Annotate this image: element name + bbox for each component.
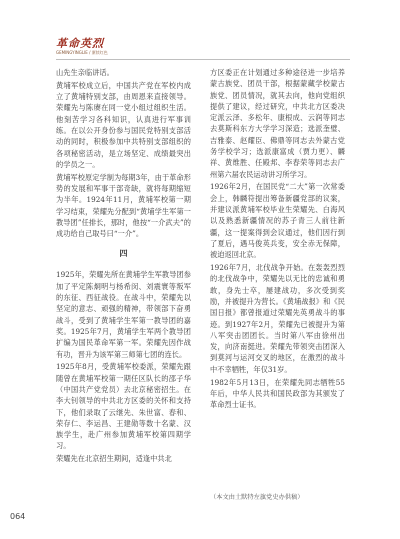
- paragraph: 荣耀先在北京招生期间，适逢中共北: [56, 454, 172, 464]
- paragraph: 1925年，荣耀先所在黄埔学生军教导团参加了平定陈炯明与杨希闵、刘震寰等叛军的东征、西征战役。在战斗中，荣耀先以坚定的意志、顽强的精神，带领部下奋勇战斗，受到了黄埔学生军第一教导团的嘉奖。1925年7月，黄埔学生军两个教导团扩编为国民革命军第一军。荣耀先因作战有功，晋升为该军第三师第七团的连长。: [56, 270, 191, 359]
- page-header: [56, 38, 108, 55]
- paragraph: 方区委正在计划通过多种途径进一步培养蒙古族党、团员干部，根据蒙藏学校蒙古族党、团员情况，就其去向，他向党组织提供了建议，经过研究，中共北方区委决定派云泽、多松年、康根成、云润等同志去莫斯科东方大学学习深造；选派奎璧、吉雅泰、赵耀臣、佛鼎等同志去外蒙古党务学校学习；选派康富成（贾力更）、麟祥、黄维胜、任殿邦、李春荣等同志去广州第六届农民运动讲习所学习。: [210, 68, 345, 179]
- page-number: 064: [10, 512, 26, 521]
- paragraph: 黄埔军校原定学制为每期3年，由于革命形势的发展和军事干部奇缺，就将每期缩短为半年。1924年11月，黄埔军校第一期学习结束，荣耀先分配到“黄埔学生军第一教导团”任排长，那时，他按“一介武夫”的成功给自己取号曰“一介”。: [56, 172, 191, 239]
- right-column: [210, 67, 345, 505]
- left-column: [56, 67, 191, 466]
- section-subtitle: GEMINGYINGLIE / 赓续红色: [56, 50, 108, 55]
- paragraph: 1925年8月，受黄埔军校委派，荣耀先跟随曾在黄埔军校第一期任区队长的邵子华（中国共产党党员）去北京秘密招生。在李大钊领导的中共北方区委的关怀和支持下，他们录取了云继先、朱世富、春和、荣存仁、李运昌、王建勋等数十名蒙、汉族学生，赴广州参加黄埔军校第四期学习。: [56, 362, 191, 451]
- source-note: （本文由土默特左旗党史办供稿）: [210, 494, 304, 502]
- paragraph: 黄埔军校成立后，中国共产党在军校内成立了黄埔特别支部，由周恩来直接领导。荣耀先与陈赓在同一党小组过组织生活。他刻苦学习各科知识，认真进行军事训练。在以公开身份参与国民党特别支部活动的同时，积极参加中共特别支部组织的各项秘密活动，是立场坚定、成绩最突出的学员之一。: [56, 80, 191, 169]
- paragraph: 山先生亲临讲话。: [56, 68, 114, 77]
- paragraph: 1982年5月13日，在荣耀先同志牺牲55年后，中华人民共和国民政部为其颁发了革命烈士证书。: [210, 377, 345, 410]
- paragraph: 1926年2月，在国民党“二大”第一次常委会上，韩麟符提出筹备新疆党部的议案，并建议派黄埔军校毕业生荣耀先、白海风以及熟悉新疆情况的苏子青三人前往新疆，这一提案得到会议通过，他们因行到了夏后，遇马俊英兵变，安全赤无保障，被迫返回北京。: [210, 182, 345, 260]
- section-title: 革命英烈: [56, 37, 104, 50]
- header-divider: [56, 59, 350, 60]
- section-number: 四: [119, 248, 128, 259]
- paragraph: 1926年7月，北伐战争开始。在轰轰烈烈的北伐战争中，荣耀先以无比的忠诚和勇敢，身先士卒，屡建战功，多次受到奖励，并被提升为营长。《黄埔战报》和《民国日报》都曾报道过荣耀先英勇战斗的事迹。到1927年2月，荣耀先已被提升为第八军突击团团长。当时第八军由徐州出发，向济南挺进。荣耀先带领突击团深入到莫河与运河交叉的地区，在激烈的战斗中不幸牺牲，年仅31岁。: [210, 263, 345, 374]
